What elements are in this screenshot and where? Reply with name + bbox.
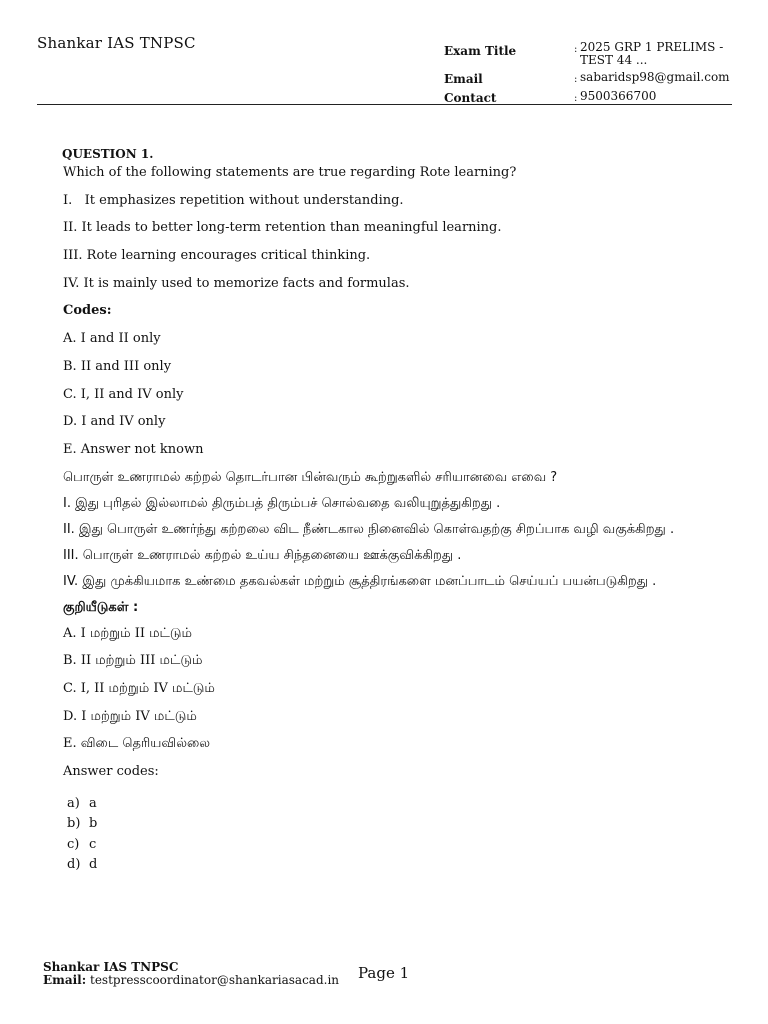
question-number: QUESTION 1. <box>62 147 154 161</box>
meta-label-email: Email <box>444 72 483 86</box>
question-block <box>63 146 733 875</box>
answer-option-letter: c) <box>67 836 80 852</box>
answer-option-text: a <box>89 796 97 811</box>
answer-option-letter: d) <box>67 856 81 872</box>
tamil-question-stem: பொருள் உணராமல் கற்றல் தொடர்பான பின்வரும் கூற்றுகளில் சரியானவை எவை ? <box>63 469 558 485</box>
meta-separator: : <box>574 74 578 85</box>
tamil-code-option: B. II மற்றும் III மட்டும் <box>63 653 203 669</box>
tamil-code-option: D. I மற்றும் IV மட்டும் <box>63 708 197 724</box>
tamil-statement-item: IV. இது முக்கியமாக உண்மை தகவல்கள் மற்றும் சூத்திரங்களை மனப்பாடம் செய்யப் பயன்படுகிறது . <box>63 573 657 589</box>
meta-value-exam-title: 2025 GRP 1 PRELIMS - TEST 44 ... <box>580 40 724 67</box>
footer <box>43 961 339 987</box>
answer-option-letter: b) <box>67 816 81 832</box>
footer-email-label: Email: <box>43 973 87 987</box>
statement-item: III. Rote learning encourages critical thinking. <box>63 248 371 264</box>
tamil-code-option: E. விடை தெரியவில்லை <box>63 736 211 752</box>
meta-separator: : <box>574 93 578 104</box>
answer-codes-title: Answer codes: <box>63 764 159 779</box>
meta-value-email: sabaridsp98@gmail.com <box>580 70 730 84</box>
answer-option-text: b <box>89 816 98 832</box>
meta-row-contact <box>444 87 744 105</box>
meta-label-contact: Contact <box>444 91 497 105</box>
answer-option-text: c <box>89 836 97 852</box>
answer-option-a[interactable] <box>67 794 733 814</box>
statement-item: II. It leads to better long-term retention than meaningful learning. <box>63 220 502 236</box>
codes-title: Codes: <box>63 303 112 319</box>
code-option: E. Answer not known <box>63 441 204 457</box>
tamil-code-option: C. I, II மற்றும் IV மட்டும் <box>63 680 215 696</box>
answer-option-text: d <box>89 856 98 872</box>
statement-item: IV. It is mainly used to memorize facts and formulas. <box>63 275 410 291</box>
header-divider <box>37 104 732 105</box>
answer-option-c[interactable] <box>67 835 733 855</box>
meta-row-email <box>444 68 744 86</box>
page-number: Page 1 <box>358 964 410 982</box>
tamil-statement-item: II. இது பொருள் உணர்ந்து கற்றலை விட நீண்டகால நினைவில் கொள்வதற்கு சிறப்பாக வழி வகுக்கிறது . <box>63 521 675 537</box>
meta-separator: : <box>574 44 578 55</box>
footer-email[interactable]: testpresscoordinator@shankariasacad.in <box>90 973 340 987</box>
exam-meta <box>444 38 744 106</box>
code-option: D. I and IV only <box>63 414 166 430</box>
answer-option-d[interactable] <box>67 855 733 875</box>
meta-value-contact: 9500366700 <box>580 89 657 103</box>
answer-option-b[interactable] <box>67 814 733 834</box>
tamil-statement-item: III. பொருள் உணராமல் கற்றல் உய்ய சிந்தனையை ஊக்குவிக்கிறது . <box>63 547 462 563</box>
code-option: B. II and III only <box>63 358 172 374</box>
footer-brand: Shankar IAS TNPSC <box>43 960 179 974</box>
tamil-code-option: A. I மற்றும் II மட்டும் <box>63 625 192 641</box>
header-brand: Shankar IAS TNPSC <box>37 34 196 52</box>
tamil-statement-item: I. இது புரிதல் இல்லாமல் திரும்பத் திரும்பச் சொல்வதை வலியுறுத்துகிறது . <box>63 495 501 511</box>
answer-options-list <box>63 794 733 875</box>
code-option: C. I, II and IV only <box>63 386 184 402</box>
tamil-codes-title: குறியீடுகள் : <box>63 599 139 615</box>
statement-item: I. It emphasizes repetition without understanding. <box>63 192 404 208</box>
answer-option-letter: a) <box>67 796 80 811</box>
meta-row-exam-title <box>444 38 744 67</box>
meta-label-exam-title: Exam Title <box>444 44 517 58</box>
code-option: A. I and II only <box>63 331 161 347</box>
question-stem: Which of the following statements are true regarding Rote learning? <box>63 165 517 180</box>
